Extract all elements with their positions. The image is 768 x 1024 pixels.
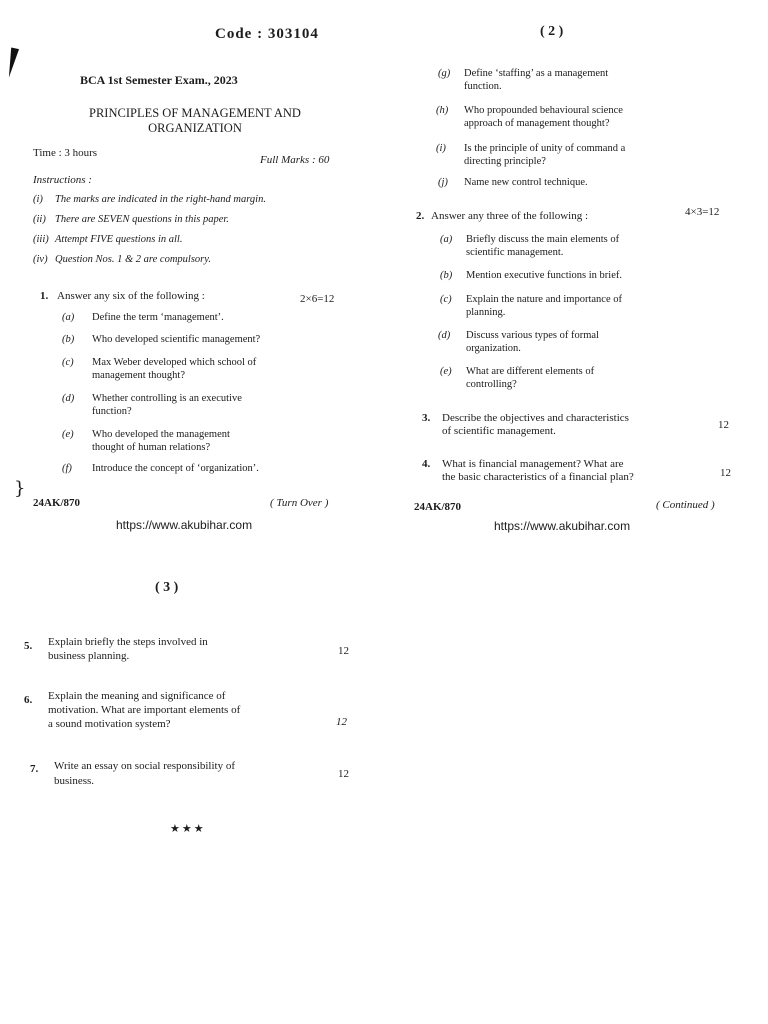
question-part xyxy=(62,357,332,383)
question-marks: 12 xyxy=(720,467,731,479)
instruction-number: (iii) xyxy=(33,234,49,245)
part-text-line1: Who propounded behavioural science xyxy=(464,105,623,116)
source-url: https://www.akubihar.com xyxy=(494,519,631,533)
question-3 xyxy=(422,412,722,440)
question-marks: 12 xyxy=(336,716,347,728)
subject-title-line1: PRINCIPLES OF MANAGEMENT AND xyxy=(89,106,301,120)
instruction-number: (i) xyxy=(33,194,43,205)
instruction-text: The marks are indicated in the right-hand margin. xyxy=(55,194,266,205)
part-text-line1: Max Weber developed which school of xyxy=(92,357,257,368)
exam-title: BCA 1st Semester Exam., 2023 xyxy=(80,73,238,87)
question-marks: 12 xyxy=(338,645,349,657)
part-text-line2: planning. xyxy=(466,307,506,318)
time-allowed: Time : 3 hours xyxy=(33,147,98,159)
part-text-line1: Discuss various types of formal xyxy=(466,330,599,341)
question-part xyxy=(62,429,332,455)
question-7 xyxy=(30,758,340,790)
question-text-line2: of scientific management. xyxy=(442,425,556,437)
instruction-item xyxy=(33,194,266,205)
question-number: 6. xyxy=(24,694,33,706)
question-part xyxy=(62,393,332,419)
question-part xyxy=(440,234,708,260)
part-text-line2: organization. xyxy=(466,343,521,354)
question-part xyxy=(436,143,708,169)
page-number: ( 2 ) xyxy=(540,24,564,39)
part-label: (c) xyxy=(440,294,452,305)
source-url: https://www.akubihar.com xyxy=(116,518,253,532)
question-number: 1. xyxy=(40,290,49,302)
question-part xyxy=(440,270,708,283)
question-part xyxy=(436,105,708,131)
question-number: 5. xyxy=(24,640,33,652)
question-5 xyxy=(24,632,324,662)
part-text-line2: approach of management thought? xyxy=(464,118,610,129)
part-label: (i) xyxy=(436,143,446,154)
part-label: (g) xyxy=(438,68,451,79)
part-text-line2: controlling? xyxy=(466,379,517,390)
question-part xyxy=(438,68,708,94)
question-number: 7. xyxy=(30,763,39,775)
continued-note: ( Continued ) xyxy=(656,499,715,511)
question-2 xyxy=(416,210,588,223)
subject-title-line2: ORGANIZATION xyxy=(148,121,242,135)
question-part xyxy=(440,294,708,320)
part-label: (d) xyxy=(62,393,75,404)
part-text-line2: function. xyxy=(464,81,502,92)
part-text-line2: thought of human relations? xyxy=(92,442,211,453)
full-marks: Full Marks : 60 xyxy=(260,154,330,166)
part-text-line1: Define ‘staffing’ as a management xyxy=(464,68,609,79)
scan-brace-mark: } xyxy=(14,478,26,499)
part-text-line1: Who developed the management xyxy=(92,429,230,440)
part-text: Name new control technique. xyxy=(464,177,588,188)
part-text: Define the term ‘management’. xyxy=(92,312,224,323)
part-text-line1: Briefly discuss the main elements of xyxy=(466,234,620,245)
part-text: Who developed scientific management? xyxy=(92,334,261,345)
question-part xyxy=(440,366,708,392)
question-part xyxy=(62,334,332,347)
part-label: (e) xyxy=(62,429,74,440)
instruction-item xyxy=(33,254,211,265)
question-4 xyxy=(422,458,722,486)
question-1 xyxy=(40,290,205,303)
question-part xyxy=(438,177,708,190)
question-text-line3: a sound motivation system? xyxy=(48,718,171,730)
question-text-line2: business. xyxy=(54,775,95,787)
question-marks: 4×3=12 xyxy=(685,206,720,218)
question-part xyxy=(62,312,332,325)
part-text: Mention executive functions in brief. xyxy=(466,270,622,281)
page-number: ( 3 ) xyxy=(155,580,179,595)
question-text-line2: motivation. What are important elements of xyxy=(48,704,241,716)
question-part xyxy=(62,463,332,476)
instruction-text: Question Nos. 1 & 2 are compulsory. xyxy=(55,254,211,265)
question-text: Answer any six of the following : xyxy=(57,290,205,302)
question-marks: 12 xyxy=(338,768,349,780)
turn-over-note: ( Turn Over ) xyxy=(270,497,329,509)
instruction-text: There are SEVEN questions in this paper. xyxy=(55,214,229,225)
question-text-line1: What is financial management? What are xyxy=(442,458,624,470)
part-label: (b) xyxy=(440,270,453,281)
question-text-line1: Write an essay on social responsibility of xyxy=(54,760,236,772)
part-text-line1: What are different elements of xyxy=(466,366,595,377)
instruction-item xyxy=(33,234,182,245)
part-text-line2: function? xyxy=(92,406,132,417)
question-text: Answer any three of the following : xyxy=(431,210,589,222)
question-text-line2: business planning. xyxy=(48,650,130,662)
part-label: (c) xyxy=(62,357,74,368)
part-text-line2: management thought? xyxy=(92,370,186,381)
question-part xyxy=(438,330,708,356)
part-text-line1: Whether controlling is an executive xyxy=(92,393,242,404)
instruction-number: (ii) xyxy=(33,214,46,225)
part-label: (a) xyxy=(440,234,453,245)
question-number: 3. xyxy=(422,412,431,424)
end-of-paper-mark: ★★★ xyxy=(170,823,206,835)
part-label: (a) xyxy=(62,312,75,323)
question-text-line1: Explain the meaning and significance of xyxy=(48,690,226,702)
question-text-line1: Describe the objectives and characteristics xyxy=(442,412,629,424)
part-label: (d) xyxy=(438,330,451,341)
paper-code: 24AK/870 xyxy=(414,501,462,513)
part-text: Introduce the concept of ‘organization’. xyxy=(92,463,259,474)
part-label: (h) xyxy=(436,105,449,116)
question-number: 2. xyxy=(416,210,425,222)
part-label: (f) xyxy=(62,463,72,474)
instruction-number: (iv) xyxy=(33,254,48,265)
part-label: (e) xyxy=(440,366,452,377)
question-marks: 2×6=12 xyxy=(300,293,335,305)
exam-code: Code : 303104 xyxy=(215,26,319,42)
part-label: (b) xyxy=(62,334,75,345)
part-text-line2: scientific management. xyxy=(466,247,564,258)
scan-mark xyxy=(5,47,19,78)
instruction-item xyxy=(33,214,229,225)
question-number: 4. xyxy=(422,458,431,470)
instruction-text: Attempt FIVE questions in all. xyxy=(55,234,183,245)
question-text-line1: Explain briefly the steps involved in xyxy=(48,636,208,648)
part-label: (j) xyxy=(438,177,448,188)
part-text-line1: Is the principle of unity of command a xyxy=(464,143,626,154)
paper-code: 24AK/870 xyxy=(33,497,81,509)
instructions-heading: Instructions : xyxy=(33,174,92,186)
question-marks: 12 xyxy=(718,419,729,431)
part-text-line2: directing principle? xyxy=(464,156,546,167)
part-text-line1: Explain the nature and importance of xyxy=(466,294,622,305)
question-text-line2: the basic characteristics of a financial plan? xyxy=(442,471,634,483)
question-6 xyxy=(24,686,334,732)
